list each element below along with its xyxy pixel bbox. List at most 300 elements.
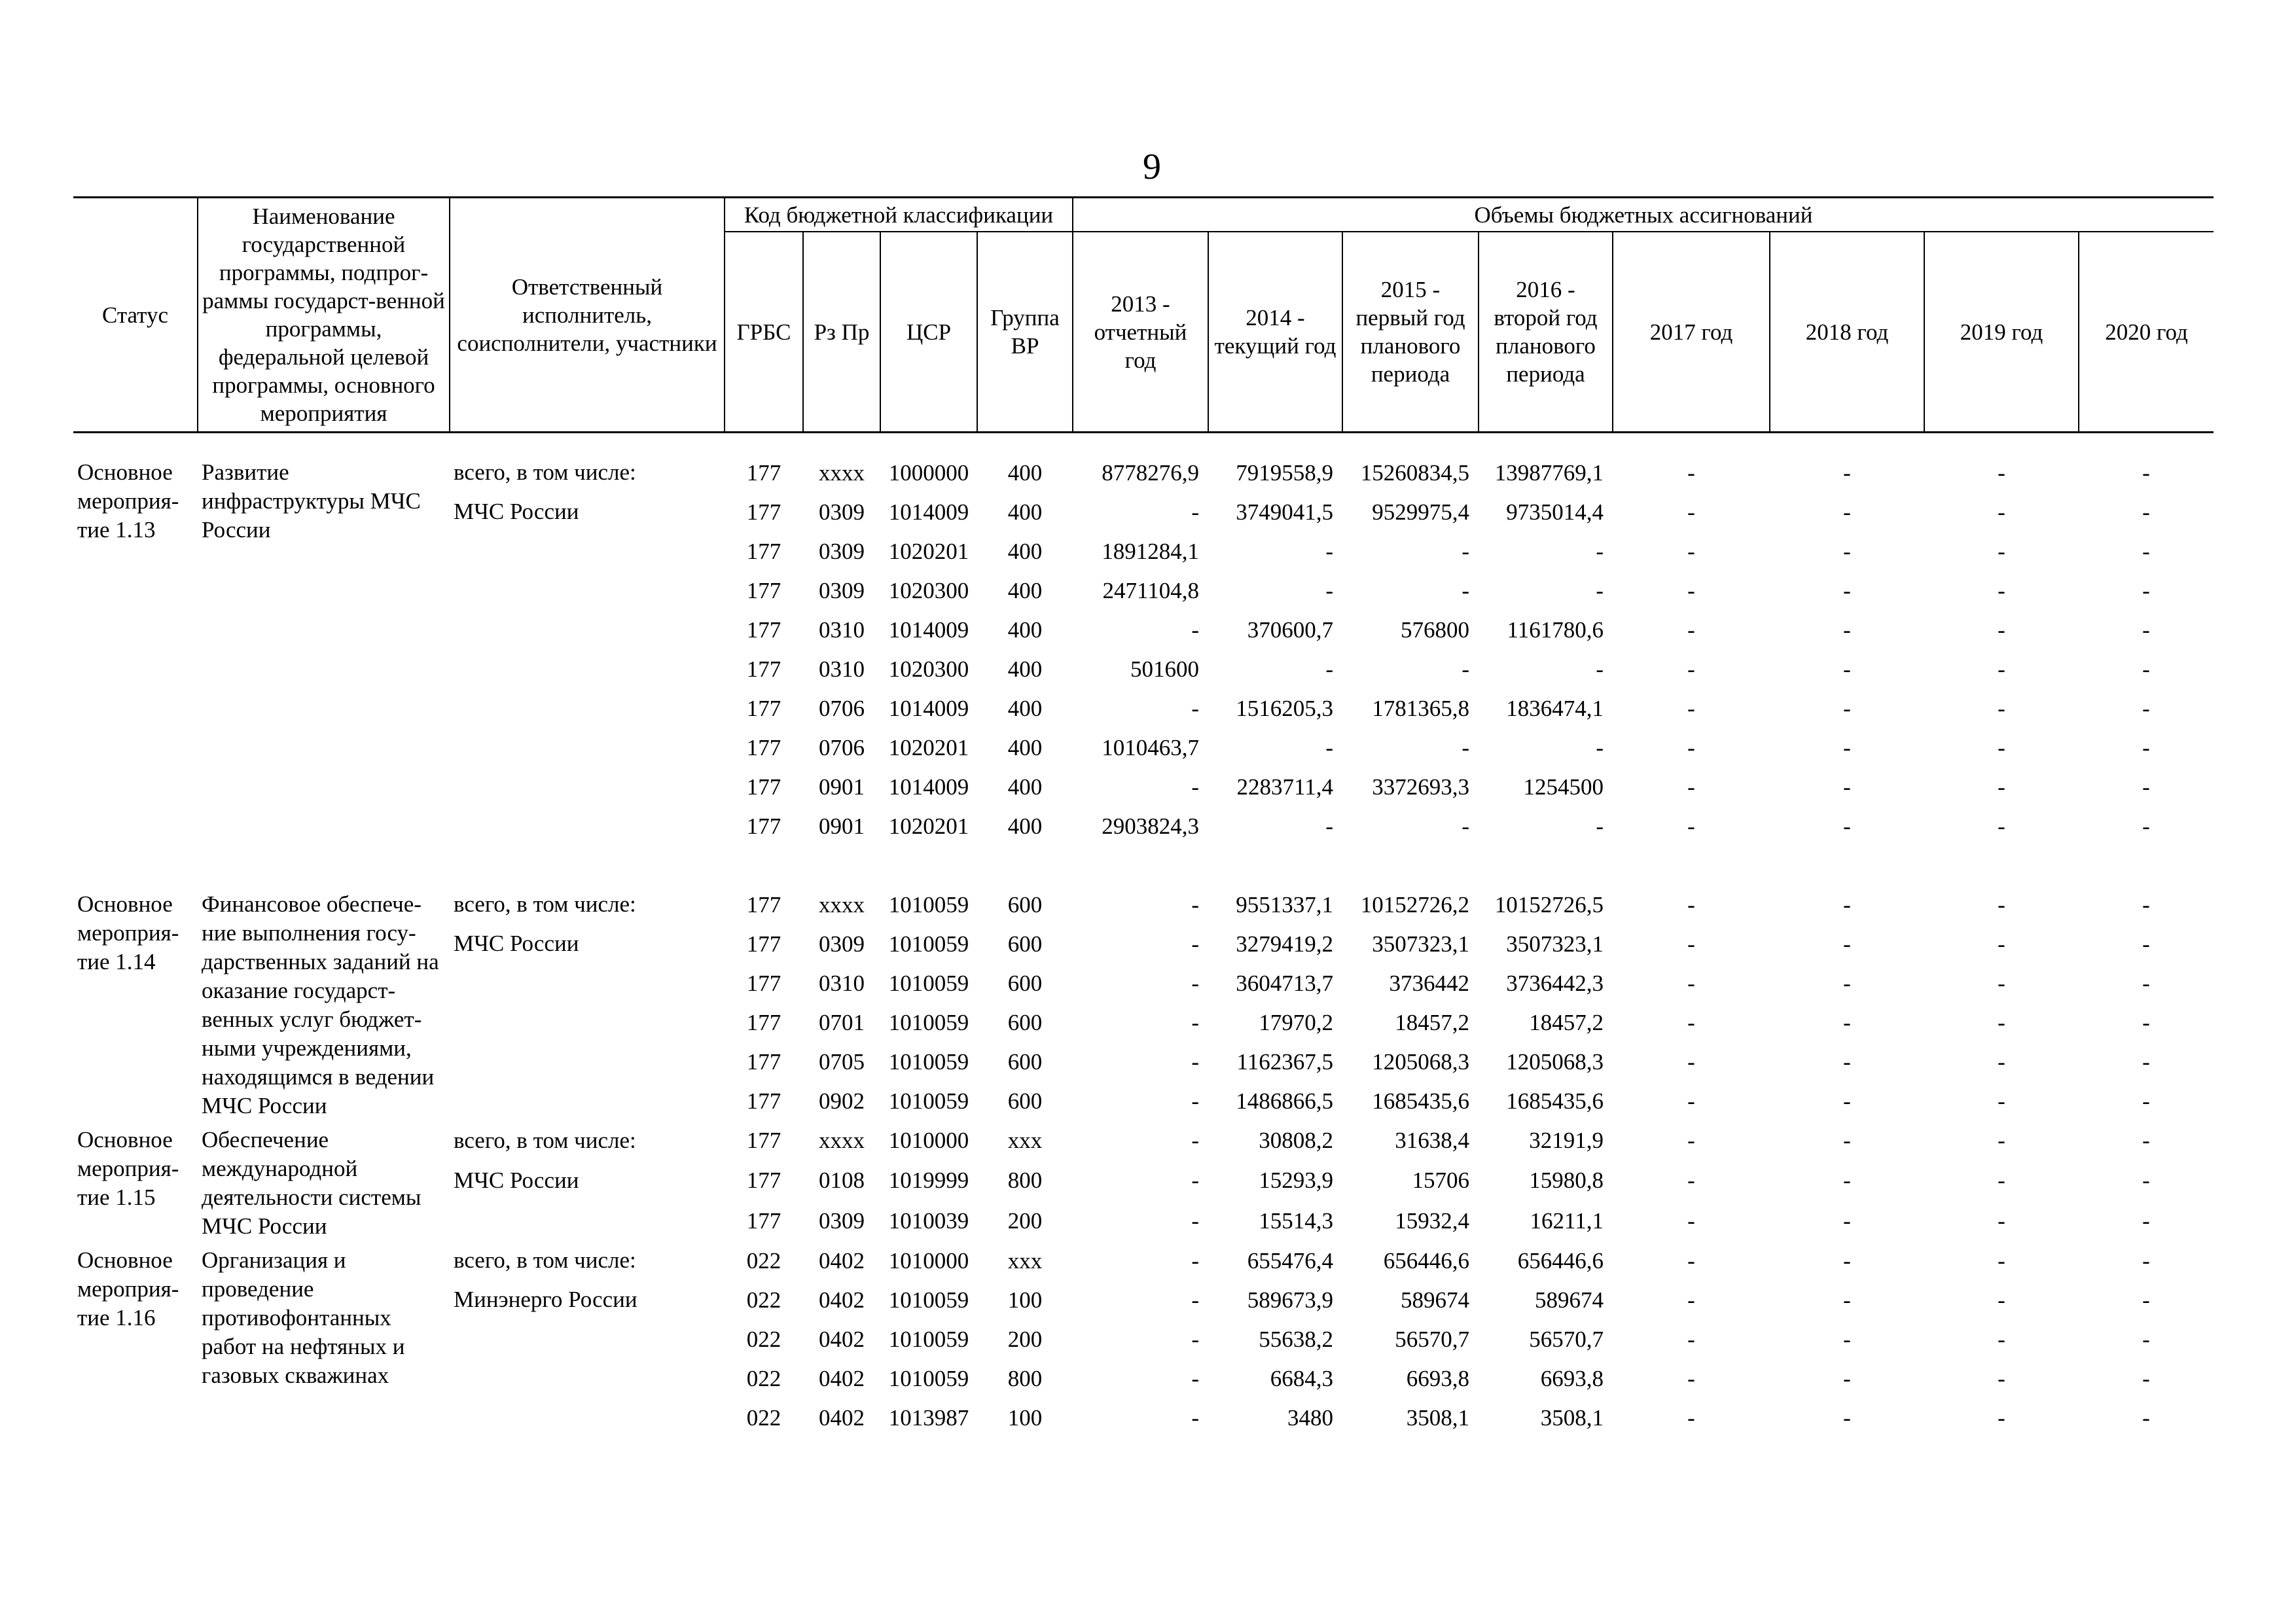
cell-rzpr: 0706: [819, 734, 865, 760]
cell-y2020: -: [2142, 656, 2150, 682]
cell-y2020: -: [2142, 891, 2150, 918]
header-2015: 2015 - первый год планового периода: [1342, 232, 1479, 433]
cell-csr: 1020201: [888, 538, 969, 564]
cell-rzpr: 0309: [819, 538, 865, 564]
cell-y2014: 9551337,1: [1236, 891, 1333, 918]
cell-vr: 400: [1007, 538, 1043, 564]
status-cell: Основное мероприя-тие 1.13: [77, 459, 179, 543]
cell-y2018: -: [1843, 1404, 1851, 1431]
cell-vr: 100: [1007, 1287, 1043, 1313]
program-name-cell: Организация и проведение противофонтанных работ на нефтяных и газовых скважинах: [202, 1247, 405, 1388]
cell-y2016: 1836474,1: [1506, 695, 1604, 721]
cell-y2020: -: [2142, 1207, 2150, 1234]
header-2014: 2014 - текущий год: [1208, 232, 1342, 433]
cell-y2013: -: [1191, 774, 1199, 800]
cell-grbs: 177: [746, 459, 781, 486]
cell-csr: 1013987: [888, 1404, 969, 1431]
cell-y2014: 370600,7: [1247, 616, 1333, 643]
cell-y2016: -: [1596, 656, 1604, 682]
cell-rzpr: 0402: [819, 1365, 865, 1391]
cell-y2018: -: [1843, 891, 1851, 918]
cell-y2016: 56570,7: [1529, 1326, 1604, 1352]
executor-cell: МЧС России: [454, 499, 579, 524]
cell-grbs: 177: [746, 616, 781, 643]
cell-csr: 1010059: [888, 1009, 969, 1035]
executor-cell: [450, 1319, 725, 1359]
cell-y2016: 589674: [1535, 1287, 1604, 1313]
executor-cell: всего, в том числе:: [454, 1247, 636, 1273]
cell-y2014: 55638,2: [1259, 1326, 1333, 1352]
cell-y2013: 2903824,3: [1102, 813, 1199, 839]
cell-csr: 1019999: [888, 1168, 969, 1194]
cell-y2014: -: [1325, 813, 1333, 839]
executor-cell: [450, 1003, 725, 1042]
cell-y2015: 18457,2: [1395, 1009, 1469, 1035]
cell-vr: 400: [1007, 656, 1043, 682]
cell-vr: 600: [1007, 1088, 1043, 1114]
cell-y2016: 15980,8: [1529, 1168, 1604, 1194]
cell-y2014: 655476,4: [1247, 1247, 1333, 1274]
cell-csr: 1010000: [888, 1247, 969, 1274]
cell-y2019: -: [1998, 1207, 2005, 1234]
cell-grbs: 022: [746, 1287, 781, 1313]
cell-y2020: -: [2142, 1168, 2150, 1194]
executor-cell: [450, 806, 725, 846]
executor-cell: [450, 649, 725, 688]
table-row: [73, 1241, 2214, 1280]
cell-y2013: -: [1191, 1088, 1199, 1114]
cell-y2014: 3749041,5: [1236, 499, 1333, 525]
cell-y2017: -: [1687, 616, 1695, 643]
cell-y2014: 6684,3: [1270, 1365, 1333, 1391]
cell-y2016: 656446,6: [1517, 1247, 1604, 1274]
cell-y2016: 1685435,6: [1506, 1088, 1604, 1114]
cell-vr: 600: [1007, 970, 1043, 996]
cell-y2020: -: [2142, 1326, 2150, 1352]
cell-y2019: -: [1998, 1128, 2005, 1154]
cell-rzpr: 0310: [819, 656, 865, 682]
cell-y2019: -: [1998, 577, 2005, 603]
cell-y2017: -: [1687, 891, 1695, 918]
cell-y2017: -: [1687, 1168, 1695, 1194]
gap-row: [73, 846, 2214, 885]
cell-vr: 400: [1007, 577, 1043, 603]
cell-y2020: -: [2142, 1365, 2150, 1391]
spacer-row: [73, 433, 2214, 454]
cell-vr: 600: [1007, 931, 1043, 957]
cell-rzpr: хххх: [819, 1128, 865, 1154]
cell-vr: 100: [1007, 1404, 1043, 1431]
program-name-cell: Обеспечение международной деятельности системы МЧС России: [202, 1127, 422, 1239]
cell-y2015: 576800: [1401, 616, 1469, 643]
cell-y2020: -: [2142, 1128, 2150, 1154]
cell-y2017: -: [1687, 1088, 1695, 1114]
cell-y2017: -: [1687, 459, 1695, 486]
cell-y2020: -: [2142, 1009, 2150, 1035]
cell-grbs: 177: [746, 656, 781, 682]
cell-grbs: 177: [746, 1207, 781, 1234]
cell-grbs: 177: [746, 1168, 781, 1194]
header-2016: 2016 - второй год планового периода: [1479, 232, 1613, 433]
header-code-group: Код бюджетной классификации: [725, 198, 1073, 232]
cell-y2018: -: [1843, 459, 1851, 486]
header-volumes-group: Объемы бюджетных ассигнований: [1073, 198, 2214, 232]
cell-y2019: -: [1998, 1287, 2005, 1313]
table-row: [73, 885, 2214, 924]
cell-y2015: 15260834,5: [1360, 459, 1469, 486]
cell-y2015: -: [1462, 656, 1469, 682]
cell-y2015: 9529975,4: [1372, 499, 1469, 525]
header-grbs: ГРБС: [725, 232, 803, 433]
cell-csr: 1010059: [888, 970, 969, 996]
executor-cell: [450, 688, 725, 728]
cell-y2016: 3508,1: [1540, 1404, 1604, 1431]
cell-grbs: 177: [746, 1009, 781, 1035]
cell-y2013: -: [1191, 616, 1199, 643]
header-rzpr: Рз Пр: [803, 232, 880, 433]
cell-y2015: -: [1462, 734, 1469, 760]
cell-rzpr: 0901: [819, 813, 865, 839]
cell-y2018: -: [1843, 616, 1851, 643]
cell-y2018: -: [1843, 695, 1851, 721]
cell-y2015: 589674: [1401, 1287, 1469, 1313]
cell-y2017: -: [1687, 774, 1695, 800]
cell-y2017: -: [1687, 577, 1695, 603]
cell-y2018: -: [1843, 538, 1851, 564]
cell-csr: 1020201: [888, 813, 969, 839]
executor-cell: [450, 610, 725, 649]
cell-rzpr: 0902: [819, 1088, 865, 1114]
cell-y2017: -: [1687, 1207, 1695, 1234]
cell-y2017: -: [1687, 1404, 1695, 1431]
cell-y2016: 1254500: [1523, 774, 1604, 800]
cell-rzpr: 0706: [819, 695, 865, 721]
cell-y2014: 30808,2: [1259, 1128, 1333, 1154]
executor-cell: [450, 1081, 725, 1120]
cell-y2019: -: [1998, 1247, 2005, 1274]
cell-y2014: 1162367,5: [1236, 1048, 1333, 1075]
cell-y2016: 3736442,3: [1506, 970, 1604, 996]
cell-rzpr: 0309: [819, 499, 865, 525]
table-header: [73, 198, 2214, 433]
executor-cell: Минэнерго России: [454, 1287, 637, 1312]
cell-y2017: -: [1687, 499, 1695, 525]
cell-y2015: 10152726,2: [1360, 891, 1469, 918]
cell-y2016: 13987769,1: [1494, 459, 1604, 486]
cell-vr: 400: [1007, 499, 1043, 525]
cell-y2018: -: [1843, 1128, 1851, 1154]
cell-grbs: 177: [746, 1128, 781, 1154]
cell-y2018: -: [1843, 774, 1851, 800]
cell-y2015: 3508,1: [1406, 1404, 1469, 1431]
cell-csr: 1020300: [888, 656, 969, 682]
cell-y2014: -: [1325, 538, 1333, 564]
cell-y2014: 15514,3: [1259, 1207, 1333, 1234]
cell-y2015: 1205068,3: [1372, 1048, 1469, 1075]
cell-vr: 600: [1007, 1048, 1043, 1075]
cell-y2020: -: [2142, 1088, 2150, 1114]
cell-rzpr: 0309: [819, 931, 865, 957]
cell-y2015: 656446,6: [1383, 1247, 1469, 1274]
cell-y2017: -: [1687, 813, 1695, 839]
cell-y2017: -: [1687, 695, 1695, 721]
cell-csr: 1010059: [888, 1287, 969, 1313]
cell-y2019: -: [1998, 1404, 2005, 1431]
cell-y2015: 3372693,3: [1372, 774, 1469, 800]
cell-y2014: -: [1325, 577, 1333, 603]
cell-y2018: -: [1843, 1326, 1851, 1352]
cell-y2015: 56570,7: [1395, 1326, 1469, 1352]
cell-y2014: 1486866,5: [1236, 1088, 1333, 1114]
cell-y2018: -: [1843, 1168, 1851, 1194]
cell-y2013: -: [1191, 1009, 1199, 1035]
cell-y2019: -: [1998, 499, 2005, 525]
cell-y2016: 9735014,4: [1506, 499, 1604, 525]
table-body: [73, 433, 2214, 1438]
table-row: [73, 1120, 2214, 1160]
cell-vr: 400: [1007, 813, 1043, 839]
cell-y2016: -: [1596, 577, 1604, 603]
cell-y2013: -: [1191, 1168, 1199, 1194]
cell-y2018: -: [1843, 499, 1851, 525]
cell-y2014: 17970,2: [1259, 1009, 1333, 1035]
header-name: Наименование государственной программы, подпрог-раммы государст-венной программы, федеральной целевой программы, основного мероприятия: [198, 198, 450, 433]
executor-cell: МЧС России: [454, 931, 579, 956]
cell-y2013: -: [1191, 970, 1199, 996]
cell-y2020: -: [2142, 1404, 2150, 1431]
cell-y2018: -: [1843, 813, 1851, 839]
cell-rzpr: хххх: [819, 459, 865, 486]
cell-y2016: -: [1596, 813, 1604, 839]
cell-y2016: 32191,9: [1529, 1128, 1604, 1154]
cell-y2013: 1010463,7: [1102, 734, 1199, 760]
cell-y2013: -: [1191, 499, 1199, 525]
cell-y2016: -: [1596, 734, 1604, 760]
cell-y2015: 31638,4: [1395, 1128, 1469, 1154]
cell-y2013: -: [1191, 1048, 1199, 1075]
cell-y2016: -: [1596, 538, 1604, 564]
header-2018: 2018 год: [1770, 232, 1924, 433]
cell-y2018: -: [1843, 970, 1851, 996]
cell-y2018: -: [1843, 734, 1851, 760]
header-2013: 2013 - отчетный год: [1073, 232, 1208, 433]
cell-y2016: 1161780,6: [1507, 616, 1604, 643]
cell-vr: 400: [1007, 459, 1043, 486]
cell-y2019: -: [1998, 931, 2005, 957]
cell-grbs: 177: [746, 970, 781, 996]
cell-y2019: -: [1998, 891, 2005, 918]
cell-csr: 1010059: [888, 1326, 969, 1352]
cell-y2020: -: [2142, 931, 2150, 957]
cell-y2017: -: [1687, 1009, 1695, 1035]
cell-y2017: -: [1687, 1247, 1695, 1274]
cell-y2016: 16211,1: [1530, 1207, 1604, 1234]
cell-vr: ххх: [1007, 1247, 1043, 1274]
cell-y2016: 3507323,1: [1506, 931, 1604, 957]
cell-rzpr: 0309: [819, 1207, 865, 1234]
cell-y2015: 6693,8: [1406, 1365, 1469, 1391]
cell-y2013: 1891284,1: [1102, 538, 1199, 564]
cell-y2014: 7919558,9: [1236, 459, 1333, 486]
cell-y2018: -: [1843, 1088, 1851, 1114]
cell-y2019: -: [1998, 656, 2005, 682]
executor-cell: [450, 1359, 725, 1398]
cell-rzpr: 0402: [819, 1247, 865, 1274]
cell-grbs: 022: [746, 1365, 781, 1391]
cell-y2017: -: [1687, 1287, 1695, 1313]
cell-y2016: 1205068,3: [1506, 1048, 1604, 1075]
cell-y2015: 15706: [1412, 1168, 1469, 1194]
cell-y2017: -: [1687, 1365, 1695, 1391]
cell-grbs: 177: [746, 1048, 781, 1075]
cell-y2018: -: [1843, 931, 1851, 957]
cell-y2013: -: [1191, 1247, 1199, 1274]
cell-y2015: -: [1462, 577, 1469, 603]
cell-y2019: -: [1998, 970, 2005, 996]
cell-vr: 600: [1007, 1009, 1043, 1035]
cell-grbs: 022: [746, 1326, 781, 1352]
cell-y2020: -: [2142, 1287, 2150, 1313]
cell-rzpr: 0705: [819, 1048, 865, 1075]
cell-y2019: -: [1998, 1365, 2005, 1391]
cell-y2015: 1685435,6: [1372, 1088, 1469, 1114]
cell-rzpr: хххх: [819, 891, 865, 918]
header-csr: ЦСР: [880, 232, 977, 433]
cell-y2020: -: [2142, 1048, 2150, 1075]
program-name-cell: Финансовое обеспече-ние выполнения госу-дарственных заданий на оказание государст-венных услуг бюджет-ными учреждениями, находящимся в ведении МЧС России: [202, 891, 439, 1118]
cell-csr: 1010059: [888, 891, 969, 918]
cell-y2018: -: [1843, 1009, 1851, 1035]
cell-grbs: 177: [746, 734, 781, 760]
cell-vr: 400: [1007, 734, 1043, 760]
cell-y2019: -: [1998, 813, 2005, 839]
cell-y2020: -: [2142, 577, 2150, 603]
cell-csr: 1010059: [888, 1048, 969, 1075]
header-vr: Группа ВР: [977, 232, 1073, 433]
cell-y2017: -: [1687, 1326, 1695, 1352]
cell-y2020: -: [2142, 813, 2150, 839]
cell-grbs: 177: [746, 695, 781, 721]
cell-y2013: -: [1191, 931, 1199, 957]
cell-csr: 1014009: [888, 774, 969, 800]
cell-y2013: 501600: [1130, 656, 1199, 682]
cell-y2015: 3736442: [1389, 970, 1469, 996]
cell-y2019: -: [1998, 1088, 2005, 1114]
cell-rzpr: 0402: [819, 1287, 865, 1313]
cell-y2018: -: [1843, 1048, 1851, 1075]
executor-cell: [450, 728, 725, 767]
executor-cell: всего, в том числе:: [454, 459, 636, 485]
cell-y2019: -: [1998, 695, 2005, 721]
executor-cell: [450, 1398, 725, 1437]
cell-y2020: -: [2142, 970, 2150, 996]
cell-y2017: -: [1687, 538, 1695, 564]
cell-rzpr: 0108: [819, 1168, 865, 1194]
cell-y2019: -: [1998, 616, 2005, 643]
budget-table: [73, 196, 2214, 1437]
cell-y2013: -: [1191, 1404, 1199, 1431]
cell-csr: 1000000: [888, 459, 969, 486]
cell-csr: 1020201: [888, 734, 969, 760]
cell-y2020: -: [2142, 499, 2150, 525]
cell-vr: 800: [1007, 1365, 1043, 1391]
cell-y2018: -: [1843, 1365, 1851, 1391]
cell-csr: 1014009: [888, 616, 969, 643]
cell-y2014: 3604713,7: [1236, 970, 1333, 996]
cell-vr: 600: [1007, 891, 1043, 918]
cell-y2016: 6693,8: [1540, 1365, 1604, 1391]
cell-csr: 1010059: [888, 1365, 969, 1391]
cell-y2013: -: [1191, 1365, 1199, 1391]
executor-cell: всего, в том числе:: [454, 1127, 636, 1153]
cell-grbs: 022: [746, 1247, 781, 1274]
cell-grbs: 177: [746, 1088, 781, 1114]
cell-grbs: 177: [746, 577, 781, 603]
executor-cell: МЧС России: [454, 1167, 579, 1193]
cell-csr: 1010000: [888, 1128, 969, 1154]
cell-y2019: -: [1998, 1168, 2005, 1194]
cell-vr: 200: [1007, 1326, 1043, 1352]
cell-rzpr: 0402: [819, 1404, 865, 1431]
cell-rzpr: 0402: [819, 1326, 865, 1352]
cell-y2020: -: [2142, 459, 2150, 486]
status-cell: Основное мероприя-тие 1.14: [77, 891, 179, 974]
cell-y2018: -: [1843, 1207, 1851, 1234]
cell-grbs: 177: [746, 499, 781, 525]
cell-csr: 1014009: [888, 695, 969, 721]
executor-cell: [450, 531, 725, 571]
cell-y2017: -: [1687, 1048, 1695, 1075]
cell-y2016: 18457,2: [1529, 1009, 1604, 1035]
cell-y2019: -: [1998, 734, 2005, 760]
cell-y2019: -: [1998, 1048, 2005, 1075]
cell-y2014: -: [1325, 656, 1333, 682]
cell-y2019: -: [1998, 459, 2005, 486]
executor-cell: [450, 1042, 725, 1081]
cell-y2017: -: [1687, 970, 1695, 996]
cell-csr: 1010059: [888, 931, 969, 957]
cell-y2013: -: [1191, 1326, 1199, 1352]
executor-cell: [450, 1201, 725, 1241]
cell-y2013: -: [1191, 1207, 1199, 1234]
cell-y2014: 2283711,4: [1236, 774, 1333, 800]
cell-grbs: 022: [746, 1404, 781, 1431]
cell-y2015: 3507323,1: [1372, 931, 1469, 957]
cell-y2019: -: [1998, 1326, 2005, 1352]
cell-y2014: 1516205,3: [1236, 695, 1333, 721]
cell-y2018: -: [1843, 577, 1851, 603]
cell-rzpr: 0310: [819, 970, 865, 996]
program-name-cell: Развитие инфраструктуры МЧС России: [202, 459, 421, 543]
status-cell: Основное мероприя-тие 1.15: [77, 1127, 179, 1210]
cell-csr: 1020300: [888, 577, 969, 603]
header-status: Статус: [73, 198, 198, 433]
cell-y2019: -: [1998, 538, 2005, 564]
executor-cell: [450, 767, 725, 806]
executor-cell: всего, в том числе:: [454, 891, 636, 917]
cell-grbs: 177: [746, 891, 781, 918]
cell-vr: 400: [1007, 774, 1043, 800]
executor-cell: [450, 571, 725, 610]
cell-y2013: -: [1191, 1287, 1199, 1313]
cell-rzpr: 0901: [819, 774, 865, 800]
cell-y2013: 8778276,9: [1102, 459, 1199, 486]
cell-y2018: -: [1843, 1247, 1851, 1274]
cell-y2013: -: [1191, 1128, 1199, 1154]
cell-y2017: -: [1687, 1128, 1695, 1154]
status-cell: Основное мероприя-тие 1.16: [77, 1247, 179, 1330]
cell-y2014: 15293,9: [1259, 1168, 1333, 1194]
